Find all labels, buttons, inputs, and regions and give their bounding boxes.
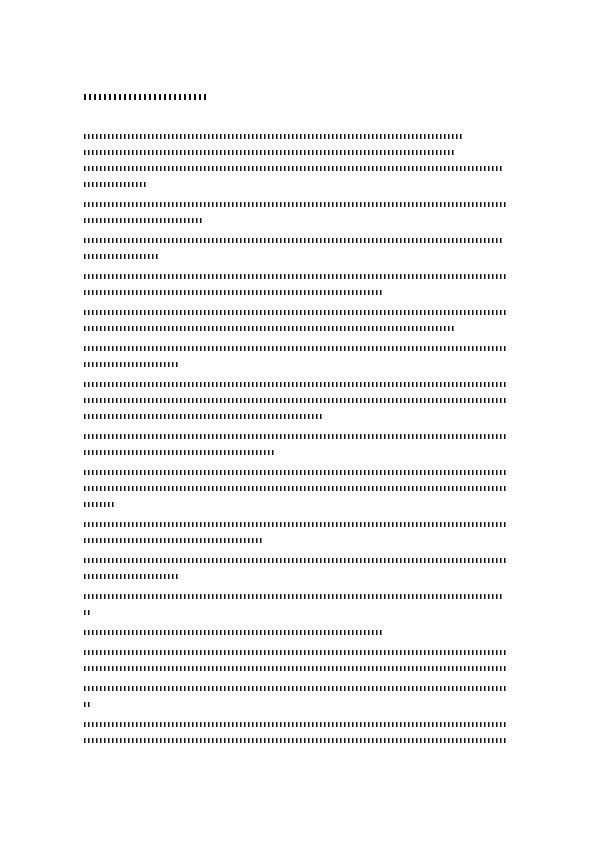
text-line [84,150,456,155]
text-line [84,502,114,507]
document-body [84,134,510,754]
text-line [84,486,506,491]
text-line [84,326,456,331]
text-line [84,414,322,419]
text-line [84,434,506,439]
text-line [84,738,508,743]
text-line [84,202,506,207]
text-line [84,650,508,655]
text-line [84,666,506,671]
heading-text-bar [84,94,208,100]
text-line [84,610,92,615]
text-line [84,166,504,171]
text-line [84,538,264,543]
text-line [84,238,504,243]
text-line [84,310,506,315]
text-line [84,630,384,635]
text-line [84,686,508,691]
text-line [84,722,508,727]
text-line [84,594,504,599]
document-heading [84,94,208,101]
text-line [84,346,508,351]
text-line [84,290,384,295]
text-line [84,134,464,139]
text-line [84,574,180,579]
text-line [84,362,180,367]
text-line [84,274,508,279]
text-line [84,218,204,223]
text-line [84,702,90,707]
text-line [84,522,506,527]
text-line [84,398,508,403]
text-line [84,182,148,187]
text-line [84,558,508,563]
text-line [84,470,508,475]
text-line [84,450,274,455]
text-line [84,254,158,259]
text-line [84,382,508,387]
